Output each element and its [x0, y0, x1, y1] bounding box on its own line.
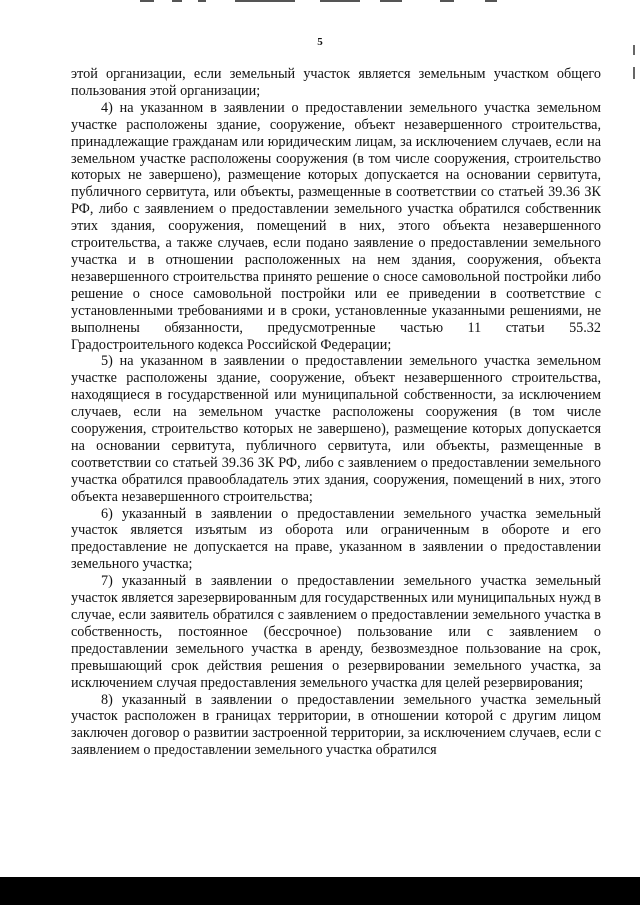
paragraph-item-7: 7) указанный в заявлении о предоставлении земельного участка земельный участок является зарезервированным для государственных или муниципальных нужд в случае, если заявитель обратился с заявлением о предоставлении земельного участка в собственность, постоянное (бессрочное) пользование или с заявлением о предоставлении земельного участка в аренду, безвозмездное пользование на срок, превышающий срок действия решения о резервировании земельного участка, за исключением случая предоставления земельного участка для целей резервирования;: [71, 573, 601, 691]
paragraph-item-8: 8) указанный в заявлении о предоставлении земельного участка земельный участок расположен в границах территории, в отношении которой с другим лицом заключен договор о развитии застроенной территории, за исключением случаев, если с заявлением о предоставлении земельного участка обратился: [71, 691, 601, 759]
paragraph-item-6: 6) указанный в заявлении о предоставлении земельного участка земельный участок является изъятым из оборота или ограниченным в обороте и его предоставление не допускается на праве, указанном в заявлении о предоставлении земельного участка;: [71, 505, 601, 573]
paragraph-item-5: 5) на указанном в заявлении о предоставлении земельного участка земельном участке расположены здание, сооружение, объект незавершенного строительства, находящиеся в государственной или муниципальной собственности, за исключением случаев, если на земельном участке расположены сооружения (в том числе сооружения, строительство которых не завершено), размещение которых допускается на основании сервитута, публичного сервитута, или объекты, размещенные в соответствии со статьей 39.36 ЗК РФ, либо с заявлением о предоставлении земельного участка обратился правообладатель этих здания, сооружения, помещений в них, этого объекта незавершенного строительства;: [71, 353, 601, 505]
scan-side-edge-marks: [631, 45, 637, 85]
paragraph-item-4: 4) на указанном в заявлении о предоставлении земельного участка земельном участке расположены здание, сооружение, объект незавершенного строительства, принадлежащие гражданам или юридическим лицам, за исключением случаев, если на земельном участке расположены сооружения (в том числе сооружения, строительство которых не завершено), размещение которых допускается на основании сервитута, публичного сервитута, или объекты, размещенные в соответствии со статьей 39.36 ЗК РФ, либо с заявлением о предоставлении земельного участка обратился собственник этих здания, сооружения, помещений в них, этого объекта незавершенного строительства, а также случаев, если подано заявление о предоставлении земельного участка и в отношении расположенных на нем здания, сооружения, объекта незавершенного строительства принято решение о сносе самовольной постройки либо решение о сносе самовольной постройки или ее приведении в соответствие с установленными требованиями и в сроки, установленные указанными решениями, не выполнены обязанности, предусмотренные частью 11 статьи 55.32 Градостроительного кодекса Российской Федерации;: [71, 99, 601, 353]
scan-top-edge-marks: [140, 0, 500, 3]
page-number: 5: [317, 36, 323, 48]
scan-bottom-black-bar: [0, 877, 640, 905]
document-body: [71, 66, 601, 759]
paragraph-continuation: этой организации, если земельный участок является земельным участком общего пользования этой организации;: [71, 66, 601, 99]
